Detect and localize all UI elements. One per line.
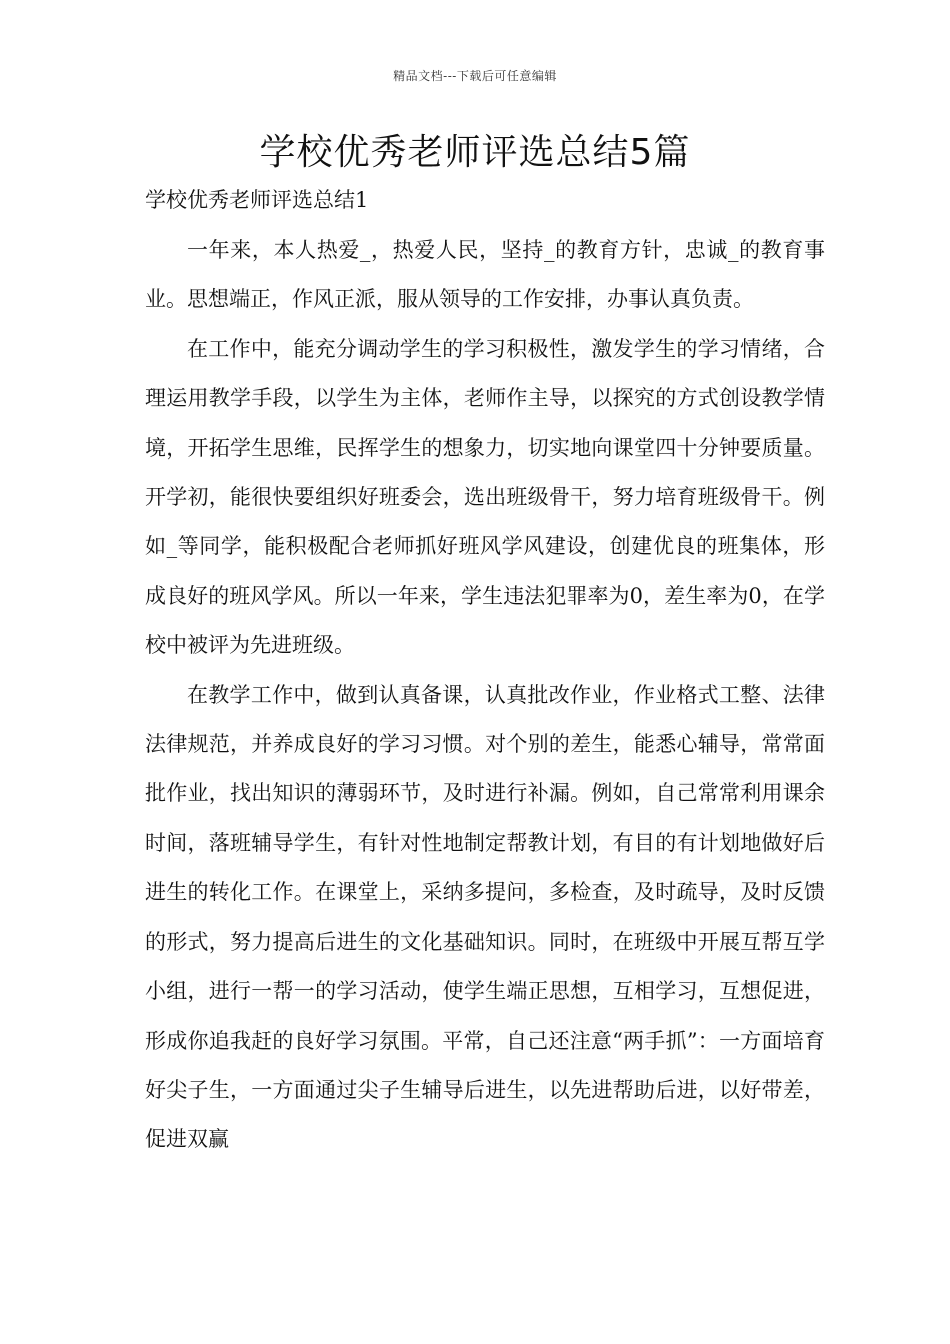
document-title: 学校优秀老师评选总结5篇: [259, 132, 691, 173]
paragraph: 一年来，本人热爱_，热爱人民，坚持_的教育方针，忠诚_的教育事业。思想端正，作风正派，服从领导的工作安排，办事认真负责。: [145, 238, 825, 312]
section-heading: 学校优秀老师评选总结1: [145, 188, 369, 212]
paragraph: 在工作中，能充分调动学生的学习积极性，激发学生的学习情绪，合理运用教学手段，以学生为主体，老师作主导，以探究的方式创设教学情境，开拓学生思维，民挥学生的想象力，切实地向课堂四十分钟要质量。开学初，能很快要组织好班委会，选出班级骨干，努力培育班级骨干。例如_等同学，能积极配合老师抓好班风学风建设，创建优良的班集体，形成良好的班风学风。所以一年来，学生违法犯罪率为0，差生率为0，在学校中被评为先进班级。: [145, 336, 825, 658]
paragraph: 在教学工作中，做到认真备课，认真批改作业，作业格式工整、法律法律规范，并养成良好的学习习惯。对个别的差生，能悉心辅导，常常面批作业，找出知识的薄弱环节，及时进行补漏。例如，自己常常利用课余时间，落班辅导学生，有针对性地制定帮教计划，有目的有计划地做好后进生的转化工作。在课堂上，采纳多提问，多检查，及时疏导，及时反馈的形式，努力提高后进生的文化基础知识。同时，在班级中开展互帮互学小组，进行一帮一的学习活动，使学生端正思想，互相学习，互想促进，形成你追我赶的良好学习氛围。平常，自己还注意“两手抓”：一方面培育好尖子生，一方面通过尖子生辅导后进生，以先进帮助后进，以好带差，促进双赢: [145, 682, 825, 1152]
body-text: [145, 226, 825, 1165]
header-note: 精品文档---下载后可任意编辑: [393, 69, 557, 83]
